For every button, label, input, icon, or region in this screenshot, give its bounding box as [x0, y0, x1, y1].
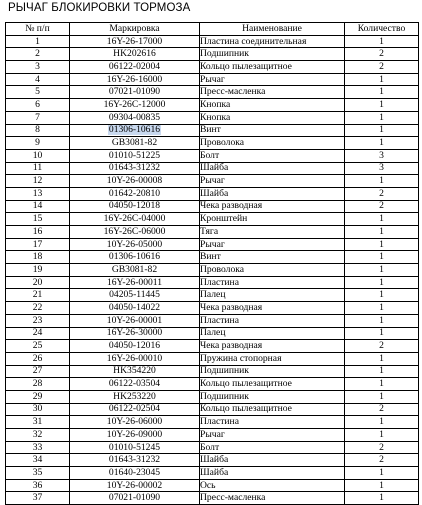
row-number-cell: 23 — [6, 314, 70, 327]
part-name-cell: Пресс-масленка — [200, 492, 345, 505]
quantity-cell: 1 — [345, 479, 419, 492]
quantity-cell: 1 — [345, 467, 419, 480]
part-name-cell: Подшипник — [200, 390, 345, 403]
row-number-cell: 33 — [6, 441, 70, 454]
marking-cell: 10Y-26-05000 — [70, 238, 200, 251]
header-marking: Маркировка — [70, 23, 200, 36]
quantity-cell: 1 — [345, 213, 419, 226]
marking-cell: 01010-51225 — [70, 149, 200, 162]
marking-cell: 01642-20810 — [70, 187, 200, 200]
table-row — [6, 365, 419, 378]
header-name: Наименование — [200, 23, 345, 36]
row-number-cell: 22 — [6, 302, 70, 315]
quantity-cell: 1 — [345, 390, 419, 403]
table-row — [6, 416, 419, 429]
table-row — [6, 467, 419, 480]
part-name-cell: Винт — [200, 124, 345, 137]
quantity-cell: 1 — [345, 378, 419, 391]
row-number-cell: 21 — [6, 289, 70, 302]
marking-cell: 01306-10616 — [70, 251, 200, 264]
row-number-cell: 19 — [6, 264, 70, 277]
part-name-cell: Тяга — [200, 226, 345, 239]
quantity-cell: 1 — [345, 352, 419, 365]
quantity-cell: 2 — [345, 200, 419, 213]
marking-cell: 04050-12016 — [70, 340, 200, 353]
document-title: РЫЧАГ БЛОКИРОВКИ ТОРМОЗА — [8, 2, 191, 14]
table-row — [6, 403, 419, 416]
row-number-cell: 3 — [6, 61, 70, 74]
row-number-cell: 20 — [6, 276, 70, 289]
marking-cell: 10Y-26-00002 — [70, 479, 200, 492]
part-name-cell: Чека разводная — [200, 340, 345, 353]
table-row — [6, 441, 419, 454]
table-row — [6, 149, 419, 162]
table-row — [6, 200, 419, 213]
row-number-cell: 26 — [6, 352, 70, 365]
table-row — [6, 479, 419, 492]
table-row — [6, 454, 419, 467]
quantity-cell: 1 — [345, 124, 419, 137]
row-number-cell: 37 — [6, 492, 70, 505]
part-name-cell: Пластина — [200, 416, 345, 429]
marking-cell: 16Y-26-17000 — [70, 35, 200, 48]
quantity-cell: 2 — [345, 187, 419, 200]
header-quantity: Количество — [345, 23, 419, 36]
part-name-cell: Подшипник — [200, 48, 345, 61]
row-number-cell: 1 — [6, 35, 70, 48]
quantity-cell: 1 — [345, 289, 419, 302]
table-row — [6, 492, 419, 505]
header-row — [6, 23, 419, 36]
part-name-cell: Ось — [200, 479, 345, 492]
table-row — [6, 111, 419, 124]
row-number-cell: 10 — [6, 149, 70, 162]
quantity-cell: 2 — [345, 48, 419, 61]
marking-cell — [70, 124, 200, 137]
quantity-cell: 1 — [345, 99, 419, 112]
quantity-cell: 2 — [345, 454, 419, 467]
marking-cell: 16Y-26C-12000 — [70, 99, 200, 112]
table-row — [6, 213, 419, 226]
row-number-cell: 5 — [6, 86, 70, 99]
part-name-cell: Кольцо пылезащитное — [200, 378, 345, 391]
row-number-cell: 11 — [6, 162, 70, 175]
quantity-cell: 1 — [345, 137, 419, 150]
table-header — [6, 23, 419, 36]
part-name-cell: Болт — [200, 149, 345, 162]
row-number-cell: 35 — [6, 467, 70, 480]
row-number-cell: 28 — [6, 378, 70, 391]
marking-cell: HK354220 — [70, 365, 200, 378]
row-number-cell: 17 — [6, 238, 70, 251]
quantity-cell: 3 — [345, 149, 419, 162]
quantity-cell: 1 — [345, 327, 419, 340]
part-name-cell: Шайба — [200, 467, 345, 480]
quantity-cell: 1 — [345, 365, 419, 378]
part-name-cell: Палец — [200, 327, 345, 340]
marking-cell: GB3081-82 — [70, 137, 200, 150]
marking-cell: 16Y-26-30000 — [70, 327, 200, 340]
marking-cell: HK253220 — [70, 390, 200, 403]
table-row — [6, 251, 419, 264]
table-row — [6, 378, 419, 391]
table-body — [6, 35, 419, 504]
quantity-cell: 1 — [345, 314, 419, 327]
quantity-cell: 2 — [345, 403, 419, 416]
quantity-cell: 1 — [345, 86, 419, 99]
quantity-cell: 3 — [345, 162, 419, 175]
table-row — [6, 340, 419, 353]
quantity-cell: 1 — [345, 492, 419, 505]
table-row — [6, 99, 419, 112]
part-name-cell: Винт — [200, 251, 345, 264]
row-number-cell: 2 — [6, 48, 70, 61]
table-row — [6, 429, 419, 442]
table-row — [6, 124, 419, 137]
quantity-cell: 1 — [345, 35, 419, 48]
row-number-cell: 9 — [6, 137, 70, 150]
part-name-cell: Кольцо пылезащитное — [200, 403, 345, 416]
marking-cell: 10Y-26-00008 — [70, 175, 200, 188]
quantity-cell: 1 — [345, 226, 419, 239]
part-name-cell: Кнопка — [200, 111, 345, 124]
marking-cell: 04050-14022 — [70, 302, 200, 315]
part-name-cell: Пресс-масленка — [200, 86, 345, 99]
part-name-cell: Кольцо пылезащитное — [200, 61, 345, 74]
table-row — [6, 226, 419, 239]
row-number-cell: 15 — [6, 213, 70, 226]
part-name-cell: Пластина — [200, 314, 345, 327]
table-row — [6, 73, 419, 86]
quantity-cell: 1 — [345, 251, 419, 264]
quantity-cell: 1 — [345, 302, 419, 315]
table-row — [6, 187, 419, 200]
marking-cell: 10Y-26-06000 — [70, 416, 200, 429]
marking-cell: 16Y-26-00011 — [70, 276, 200, 289]
marking-cell: 10Y-26-09000 — [70, 429, 200, 442]
row-number-cell: 34 — [6, 454, 70, 467]
marking-cell: 01643-31232 — [70, 162, 200, 175]
marking-cell: 10Y-26-00001 — [70, 314, 200, 327]
part-name-cell: Чека разводная — [200, 200, 345, 213]
quantity-cell: 1 — [345, 73, 419, 86]
marking-cell: 06122-02504 — [70, 403, 200, 416]
quantity-cell: 2 — [345, 441, 419, 454]
table-row — [6, 289, 419, 302]
marking-cell: 01010-51245 — [70, 441, 200, 454]
table-row — [6, 352, 419, 365]
marking-cell: 01643-31232 — [70, 454, 200, 467]
part-name-cell: Пластина — [200, 276, 345, 289]
table-row — [6, 137, 419, 150]
row-number-cell: 36 — [6, 479, 70, 492]
table-row — [6, 314, 419, 327]
highlighted-marking[interactable]: 01306-10616 — [108, 124, 161, 136]
part-name-cell: Подшипник — [200, 365, 345, 378]
table-row — [6, 302, 419, 315]
table-row — [6, 175, 419, 188]
table-row — [6, 61, 419, 74]
marking-cell: 01640-23045 — [70, 467, 200, 480]
row-number-cell: 29 — [6, 390, 70, 403]
part-name-cell: Кронштейн — [200, 213, 345, 226]
marking-cell: 04205-11445 — [70, 289, 200, 302]
quantity-cell: 1 — [345, 276, 419, 289]
marking-cell: 16Y-26C-06000 — [70, 226, 200, 239]
table-row — [6, 162, 419, 175]
part-name-cell: Чека разводная — [200, 302, 345, 315]
part-name-cell: Шайба — [200, 187, 345, 200]
marking-cell: 16Y-26-16000 — [70, 73, 200, 86]
part-name-cell: Палец — [200, 289, 345, 302]
marking-cell: GB3081-82 — [70, 264, 200, 277]
row-number-cell: 4 — [6, 73, 70, 86]
table-row — [6, 327, 419, 340]
row-number-cell: 8 — [6, 124, 70, 137]
header-number: № п/п — [6, 23, 70, 36]
part-name-cell: Проволока — [200, 264, 345, 277]
marking-cell: 07021-01090 — [70, 86, 200, 99]
part-name-cell: Кнопка — [200, 99, 345, 112]
part-name-cell: Рычаг — [200, 73, 345, 86]
marking-cell: 16Y-26-00010 — [70, 352, 200, 365]
quantity-cell: 1 — [345, 429, 419, 442]
part-name-cell: Рычаг — [200, 175, 345, 188]
table-row — [6, 276, 419, 289]
row-number-cell: 13 — [6, 187, 70, 200]
part-name-cell: Болт — [200, 441, 345, 454]
table-row — [6, 35, 419, 48]
row-number-cell: 31 — [6, 416, 70, 429]
parts-table — [5, 22, 419, 505]
quantity-cell: 1 — [345, 238, 419, 251]
quantity-cell: 2 — [345, 61, 419, 74]
row-number-cell: 32 — [6, 429, 70, 442]
marking-cell: 06122-03504 — [70, 378, 200, 391]
row-number-cell: 18 — [6, 251, 70, 264]
row-number-cell: 27 — [6, 365, 70, 378]
quantity-cell: 1 — [345, 111, 419, 124]
marking-cell: 16Y-26C-04000 — [70, 213, 200, 226]
part-name-cell: Шайба — [200, 162, 345, 175]
row-number-cell: 30 — [6, 403, 70, 416]
row-number-cell: 14 — [6, 200, 70, 213]
part-name-cell: Рычаг — [200, 238, 345, 251]
part-name-cell: Шайба — [200, 454, 345, 467]
row-number-cell: 6 — [6, 99, 70, 112]
row-number-cell: 24 — [6, 327, 70, 340]
quantity-cell: 2 — [345, 340, 419, 353]
part-name-cell: Рычаг — [200, 429, 345, 442]
quantity-cell: 1 — [345, 175, 419, 188]
part-name-cell: Проволока — [200, 137, 345, 150]
table-row — [6, 86, 419, 99]
marking-cell: HK202616 — [70, 48, 200, 61]
marking-cell: 04050-12018 — [70, 200, 200, 213]
table-row — [6, 48, 419, 61]
part-name-cell: Пружина стопорная — [200, 352, 345, 365]
table-row — [6, 238, 419, 251]
marking-cell: 06122-02004 — [70, 61, 200, 74]
part-name-cell: Пластина соединительная — [200, 35, 345, 48]
row-number-cell: 12 — [6, 175, 70, 188]
marking-cell: 09304-00835 — [70, 111, 200, 124]
table-row — [6, 390, 419, 403]
row-number-cell: 16 — [6, 226, 70, 239]
row-number-cell: 25 — [6, 340, 70, 353]
table-row — [6, 264, 419, 277]
quantity-cell: 1 — [345, 416, 419, 429]
row-number-cell: 7 — [6, 111, 70, 124]
marking-cell: 07021-01090 — [70, 492, 200, 505]
quantity-cell: 1 — [345, 264, 419, 277]
